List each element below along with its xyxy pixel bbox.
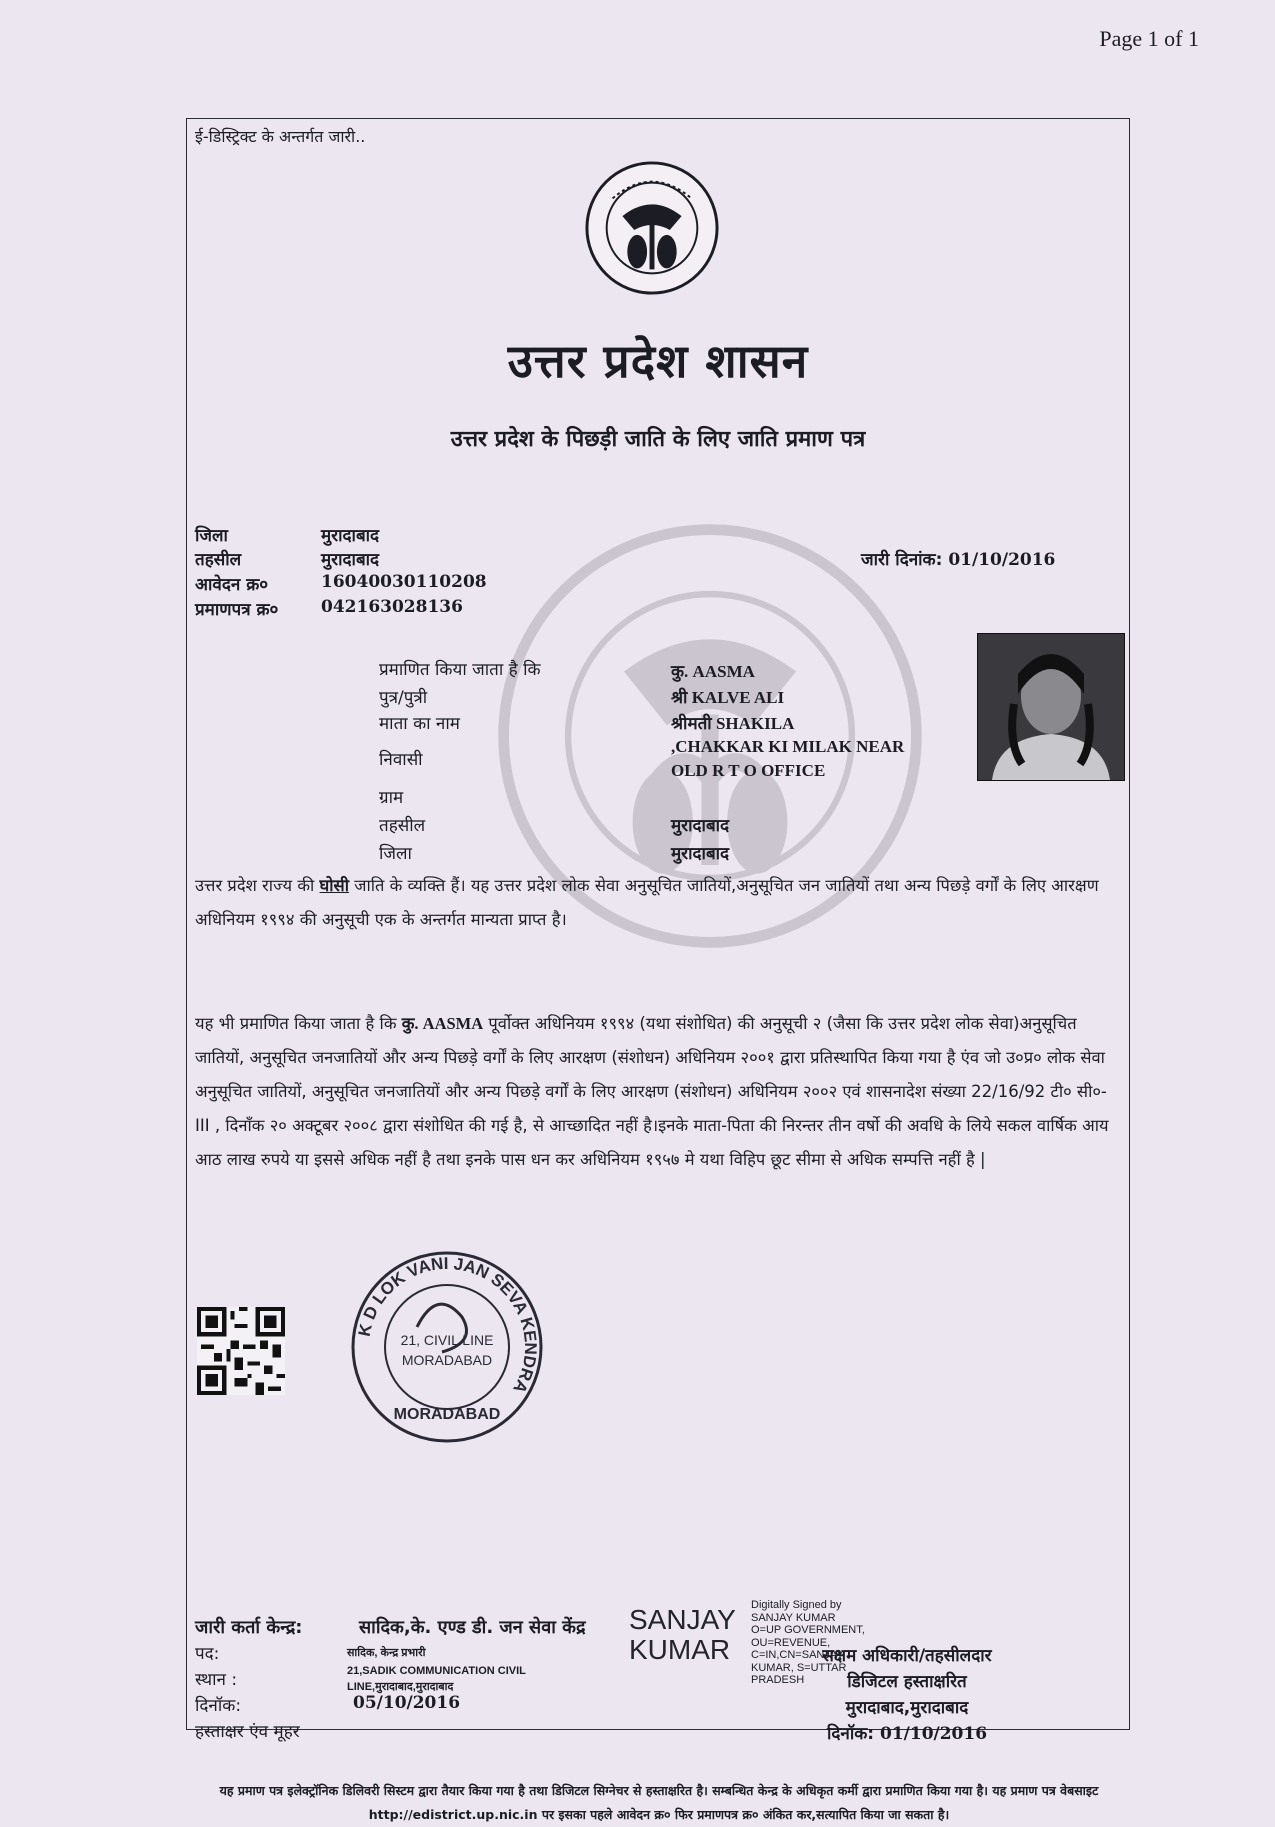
caste-statement-paragraph — [195, 869, 1113, 937]
issuer-signature-label: हस्ताक्षर एंव मूहर — [195, 1722, 300, 1742]
applicant-photo — [977, 633, 1125, 781]
meta-tehsil-label: तहसील — [195, 550, 242, 570]
para2-pre: यह भी प्रमाणित किया जाता है कि — [195, 1014, 402, 1033]
issuer-center-label: जारी कर्ता केन्द्र: — [195, 1617, 303, 1638]
para1-post: जाति के व्यक्ति हैं। यह उत्तर प्रदेश लोक सेवा अनुसूचित जातियों,अनुसूचित जन जातियों तथा अन्य पिछड़े वर्गों के लिए आरक्षण अधिनियम १९९४ की अनुसूची एक के अन्तर्गत मान्यता प्राप्त है। — [195, 876, 1099, 929]
field-resident-value-1: ,CHAKKAR KI MILAK NEAR — [671, 737, 905, 756]
meta-certificate-label: प्रमाणपत्र क्र० — [195, 600, 279, 620]
field-mother-label: माता का नाम — [379, 714, 460, 734]
stamp-ring-path-text: K D LOK VANI JAN SEVA KENDRA — [354, 1253, 541, 1397]
meta-application-value: 16040030110208 — [321, 572, 487, 592]
signer-last-name: KUMAR — [629, 1634, 731, 1665]
sig-detail-line: OU=REVENUE, — [751, 1636, 831, 1649]
meta-application-label: आवेदन क्र० — [195, 575, 269, 595]
field-village-label: ग्राम — [379, 788, 404, 808]
field-mother-value: श्रीमती SHAKILA — [671, 714, 795, 733]
para2-name: कु. AASMA — [401, 1014, 484, 1033]
sig-detail-line: C=IN,CN=SANJAY — [751, 1649, 844, 1661]
up-government-emblem-icon — [583, 159, 721, 297]
meta-district-value: मुरादाबाद — [321, 526, 380, 546]
signer-first-name: SANJAY — [629, 1604, 736, 1635]
field-child-label: पुत्र/पुत्री — [379, 688, 428, 708]
eligibility-paragraph — [195, 1007, 1113, 1177]
issuer-place-label: स्थान : — [195, 1670, 238, 1690]
certificate-frame — [186, 118, 1130, 1822]
authority-line-2: डिजिटल हस्ताक्षरित — [847, 1672, 967, 1692]
certificate-title: उत्तर प्रदेश के पिछड़ी जाति के लिए जाति प्रमाण पत्र — [450, 427, 866, 452]
sig-detail-line: KUMAR, S=UTTAR — [751, 1661, 847, 1674]
seva-kendra-stamp — [347, 1247, 547, 1447]
authority-line-3: मुरादाबाद,मुरादाबाद — [845, 1698, 969, 1718]
issuer-post-value: सादिक, केन्द्र प्रभारी — [347, 1647, 426, 1659]
field-tehsil-label: तहसील — [379, 816, 426, 836]
stamp-inner-line-1: 21, CIVIL LINE — [400, 1332, 494, 1348]
stamp-bottom-text: MORADABAD — [393, 1406, 501, 1423]
issue-date-value: 01/10/2016 — [948, 550, 1056, 570]
meta-district-label: जिला — [195, 526, 228, 546]
field-certified-label: प्रमाणित किया जाता है कि — [379, 660, 541, 680]
authority-line-1: सक्षम अधिकारी/तहसीलदार — [822, 1646, 992, 1666]
issuer-place-value-1: 21,SADIK COMMUNICATION CIVIL — [347, 1665, 526, 1677]
svg-text:K D LOK VANI JAN SEVA KENDRA — [355, 1254, 540, 1396]
qr-code-icon — [197, 1307, 285, 1395]
sig-detail-line: SANJAY KUMAR — [751, 1611, 836, 1624]
issuer-center-value: सादिक,के. एण्ड डी. जन सेवा केंद्र — [359, 1617, 586, 1638]
issue-date — [861, 547, 1055, 570]
field-resident-value-2: OLD R T O OFFICE — [671, 761, 826, 780]
competent-authority-block — [767, 1643, 1047, 1747]
sig-detail-line: Digitally Signed by — [751, 1599, 842, 1611]
authority-date-value: 01/10/2016 — [880, 1724, 988, 1744]
field-district-label: जिला — [379, 844, 412, 864]
issued-under-note: ई-डिस्ट्रिक्ट के अन्तर्गत जारी.. — [195, 127, 366, 146]
page-number: Page 1 of 1 — [1099, 26, 1199, 51]
issuer-date-value: 05/10/2016 — [353, 1693, 461, 1713]
para2-post: पूर्वोक्त अधिनियम १९९४ (यथा संशोधित) की अनुसूची २ (जैसा कि उत्तर प्रदेश लोक सेवा)अनुसूचित जातियों, अनुसूचित जनजातियों और अन्य पिछड़े वर्गों के लिए आरक्षण (संशोधन) अधिनियम २००१ द्वारा प्रतिस्थापित किया गया है एंव जो उ०प्र० लोक सेवा अनुसूचित जातियों, अनुसूचित जनजातियों और अन्य पिछड़े वर्गों के लिए आरक्षण (संशोधन) अधिनियम २००२ एवं शासनादेश संख्या 22/16/92 टी० सी०-III , दिनाँक २० अक्टूबर २००८ द्वारा संशोधित की गई है, से आच्छादित नहीं है।इनके माता-पिता की निरन्तर तीन वर्षो की अवधि के लिये सकल वार्षिक आय आठ लाख रुपये या इससे अधिक नहीं है तथा इनके पास धन कर अधिनियम १९५७ मे यथा विहिप छूट सीमा से अधिक सम्पत्ति नहीं है | — [195, 1014, 1109, 1169]
sig-detail-line: O=UP GOVERNMENT, — [751, 1624, 865, 1636]
verification-footer: यह प्रमाण पत्र इलेक्ट्रॉनिक डिलिवरी सिस्टम द्वारा तैयार किया गया है तथा डिजिटल सिग्नेचर से हस्ताक्षरित है। सम्बन्धित केन्द्र के अधिकृत कर्मी द्वारा प्रमाणित किया गया है। यह प्रमाण पत्र वेबसाइट http://edistrict.up.nic.in पर इसका पहले आवेदन क्र० फिर प्रमाणपत्र क्र० अंकित कर,सत्यापित किया जा सकता है। — [219, 1783, 1099, 1822]
issue-date-label: जारी दिनांक: — [861, 550, 943, 570]
issuer-post-label: पद: — [195, 1644, 220, 1664]
meta-tehsil-value: मुरादाबाद — [321, 550, 380, 570]
caste-name: घोसी — [319, 876, 349, 895]
field-district-value: मुरादाबाद — [671, 844, 730, 864]
para1-pre: उत्तर प्रदेश राज्य की — [195, 876, 320, 895]
field-tehsil-value: मुरादाबाद — [671, 816, 730, 836]
stamp-inner-line-2: MORADABAD — [401, 1352, 493, 1368]
authority-date — [767, 1721, 1047, 1747]
issuer-date-label: दिनॉक: — [195, 1696, 242, 1716]
issuer-place-value-2: LINE,मुरादाबाद,मुरादाबाद — [347, 1681, 454, 1693]
field-certified-value: कु. AASMA — [671, 662, 755, 681]
field-child-value: श्री KALVE ALI — [671, 688, 785, 707]
authority-date-label: दिनॉक: — [826, 1724, 875, 1744]
digital-signature-name — [629, 1605, 736, 1665]
field-resident-label: निवासी — [379, 750, 423, 770]
government-title: उत्तर प्रदेश शासन — [507, 334, 809, 388]
meta-certificate-value: 042163028136 — [321, 597, 463, 617]
applicant-portrait-icon — [978, 634, 1124, 780]
sig-detail-line: PRADESH — [751, 1674, 805, 1686]
